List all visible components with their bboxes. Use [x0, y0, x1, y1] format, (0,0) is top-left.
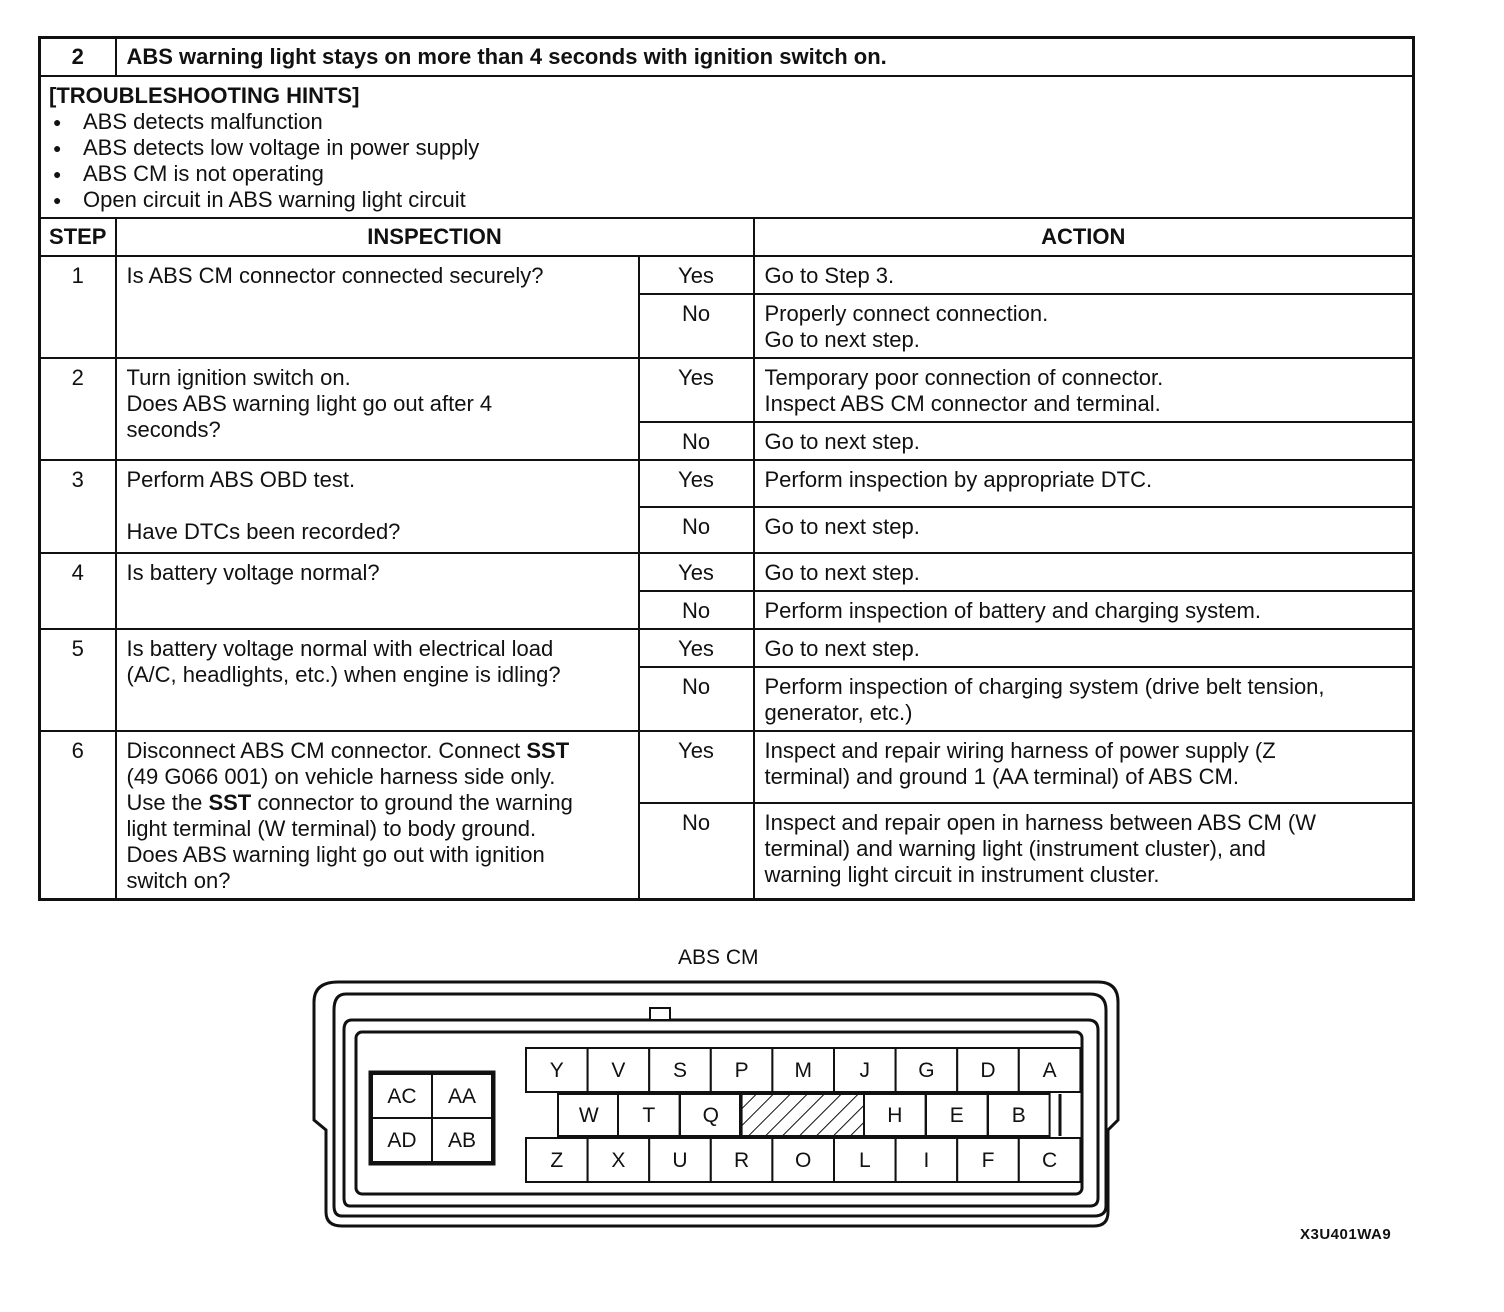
terminal-label: D: [980, 1059, 996, 1082]
terminal-label: R: [734, 1149, 750, 1172]
terminal-label: M: [794, 1059, 812, 1082]
no-action: Properly connect connection. Go to next step.: [754, 294, 1414, 358]
hint-item: ● ABS detects malfunction: [49, 109, 1404, 135]
yes-label: Yes: [639, 553, 754, 591]
terminal-label: AB: [447, 1129, 477, 1152]
terminal-label: Q: [702, 1104, 719, 1127]
terminal-label: I: [923, 1149, 930, 1172]
terminal-label: J: [859, 1059, 871, 1082]
terminal-label: AD: [387, 1129, 417, 1152]
terminal-label: L: [858, 1149, 871, 1172]
step-inspection: Is battery voltage normal?: [116, 553, 639, 629]
yes-label: Yes: [639, 358, 754, 422]
no-label: No: [639, 422, 754, 460]
step-number: 6: [40, 731, 116, 900]
header-inspection: INSPECTION: [116, 218, 754, 256]
no-action: Inspect and repair open in harness between ABS CM (W terminal) and warning light (instrument cluster), and warning light circuit in instrument cluster.: [754, 803, 1414, 899]
step-inspection: Is battery voltage normal with electrical load (A/C, headlights, etc.) when engine is idling?: [116, 629, 639, 731]
no-label: No: [639, 803, 754, 899]
terminal-label: W: [578, 1104, 599, 1127]
yes-label: Yes: [639, 731, 754, 803]
terminal-label: C: [1042, 1149, 1058, 1172]
connector-caption: ABS CM: [678, 946, 759, 969]
terminal-label: AC: [387, 1085, 417, 1108]
terminal-label: E: [949, 1104, 964, 1127]
hint-item: ● ABS detects low voltage in power supply: [49, 135, 1404, 161]
hint-item: ● Open circuit in ABS warning light circuit: [49, 187, 1404, 213]
terminal-label: P: [734, 1059, 749, 1082]
no-label: No: [639, 507, 754, 553]
figure-code: X3U401WA9: [1300, 1226, 1392, 1243]
yes-label: Yes: [639, 460, 754, 507]
header-step: STEP: [40, 218, 116, 256]
terminal-label: Z: [550, 1149, 564, 1172]
terminal-label: Y: [549, 1059, 564, 1082]
terminal-label: T: [642, 1104, 656, 1127]
terminal-label: H: [887, 1104, 903, 1127]
hints-heading: [TROUBLESHOOTING HINTS]: [49, 83, 360, 108]
connector-latch: [650, 1008, 670, 1020]
terminal-label: F: [981, 1149, 995, 1172]
terminal-label: S: [672, 1059, 688, 1082]
terminal-label: G: [918, 1059, 935, 1082]
unused-cavity-hatched: [740, 1094, 864, 1136]
no-label: No: [639, 294, 754, 358]
step-inspection: Is ABS CM connector connected securely?: [116, 256, 639, 358]
no-label: No: [639, 591, 754, 629]
yes-action: Perform inspection by appropriate DTC.: [754, 460, 1414, 507]
step-number: 1: [40, 256, 116, 358]
terminal-row-3: [526, 1138, 1080, 1182]
terminal-label: X: [611, 1149, 626, 1172]
no-label: No: [639, 667, 754, 731]
header-action: ACTION: [754, 218, 1414, 256]
yes-action: Go to Step 3.: [754, 256, 1414, 294]
step-number: 3: [40, 460, 116, 553]
terminal-label: A: [1042, 1059, 1057, 1082]
symptom-number: 2: [40, 38, 116, 77]
terminal-label: V: [611, 1059, 626, 1082]
no-action: Perform inspection of battery and charging system.: [754, 591, 1414, 629]
yes-action: Go to next step.: [754, 629, 1414, 667]
yes-action: Temporary poor connection of connector. Inspect ABS CM connector and terminal.: [754, 358, 1414, 422]
yes-action: Inspect and repair wiring harness of power supply (Z terminal) and ground 1 (AA terminal) of ABS CM.: [754, 731, 1414, 803]
step-inspection: Perform ABS OBD test. Have DTCs been recorded?: [116, 460, 639, 553]
no-action: Go to next step.: [754, 422, 1414, 460]
step-inspection: Disconnect ABS CM connector. Connect SST (49 G066 001) on vehicle harness side only. Use the SST connector to ground the warning light terminal (W terminal) to body ground. Does ABS warning light go out with ignition switch on?: [116, 731, 639, 900]
yes-action: Go to next step.: [754, 553, 1414, 591]
no-action: Perform inspection of charging system (drive belt tension, generator, etc.): [754, 667, 1414, 731]
symptom-title: ABS warning light stays on more than 4 seconds with ignition switch on.: [116, 38, 1414, 77]
yes-label: Yes: [639, 629, 754, 667]
terminal-row-1: [526, 1048, 1080, 1092]
terminal-label: O: [795, 1149, 812, 1172]
yes-label: Yes: [639, 256, 754, 294]
terminal-label: AA: [447, 1085, 477, 1108]
no-action: Go to next step.: [754, 507, 1414, 553]
step-number: 2: [40, 358, 116, 460]
step-number: 4: [40, 553, 116, 629]
hint-item: ● ABS CM is not operating: [49, 161, 1404, 187]
terminal-label: U: [672, 1149, 688, 1172]
terminal-label: B: [1011, 1104, 1026, 1127]
step-inspection: Turn ignition switch on. Does ABS warning light go out after 4 seconds?: [116, 358, 639, 460]
left-terminal-block: [372, 1074, 492, 1162]
step-number: 5: [40, 629, 116, 731]
